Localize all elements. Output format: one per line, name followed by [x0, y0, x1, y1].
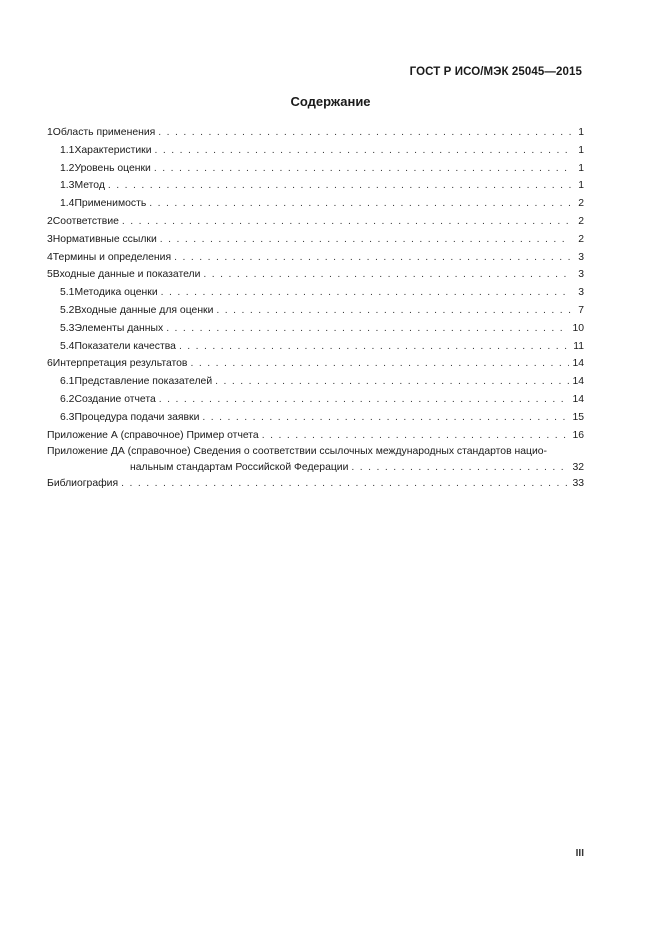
toc-page: 14: [572, 376, 584, 388]
toc-number: 1.4: [60, 198, 75, 210]
toc-entry[interactable]: [47, 213, 584, 231]
toc-page: 1: [578, 144, 584, 156]
leader-dots: [262, 427, 570, 445]
toc-entry[interactable]: [47, 409, 584, 427]
toc-number: 4: [47, 251, 53, 263]
toc-page: 14: [572, 393, 584, 405]
toc-label: Входные данные для оценки: [74, 304, 214, 316]
leader-dots: [155, 142, 572, 160]
toc-label: Характеристики: [74, 144, 152, 156]
toc-number: 6.3: [60, 411, 75, 423]
toc-page: 10: [572, 322, 584, 334]
leader-dots: [108, 177, 571, 195]
toc-label: Процедура подачи заявки: [74, 411, 200, 423]
toc-entry[interactable]: [47, 355, 584, 373]
toc-label: Методика оценки: [74, 287, 158, 299]
leader-dots: [161, 284, 571, 302]
toc-label: Создание отчета: [74, 393, 156, 405]
toc-label-line2: нальным стандартам Российской Федерации: [130, 462, 349, 474]
toc-page: 1: [578, 162, 584, 174]
toc-entry[interactable]: [47, 284, 584, 302]
toc-label: Приложение А (справочное) Пример отчета: [47, 429, 259, 441]
toc-number: 6.1: [60, 376, 75, 388]
toc-entry[interactable]: [47, 320, 584, 338]
toc-entry[interactable]: [47, 231, 584, 249]
leader-dots: [174, 249, 571, 267]
toc-entry[interactable]: [47, 373, 584, 391]
toc-label: Элементы данных: [74, 322, 164, 334]
toc-entry-bibliography[interactable]: [47, 475, 584, 493]
toc-label-line1: Приложение ДА (справочное) Сведения о соответствии ссылочных международных стандартов нацио-: [47, 446, 547, 458]
toc-page: 16: [572, 429, 584, 441]
toc-number: 1: [47, 127, 53, 138]
toc-label: Метод: [74, 180, 105, 192]
toc-number: 6: [47, 358, 53, 370]
document-header: ГОСТ Р ИСО/МЭК 25045—2015: [409, 66, 582, 78]
toc-page: 2: [578, 198, 584, 210]
table-of-contents: [47, 124, 584, 493]
toc-entry[interactable]: [47, 266, 584, 284]
toc-page: 33: [572, 478, 584, 490]
toc-number: 6.2: [60, 393, 75, 405]
toc-page: 3: [578, 287, 584, 299]
toc-number: 5.4: [60, 340, 75, 352]
toc-page: 1: [578, 180, 584, 192]
toc-number: 5.3: [60, 322, 75, 334]
toc-entry[interactable]: [47, 160, 584, 178]
toc-label: Уровень оценки: [74, 162, 151, 174]
leader-dots: [154, 160, 571, 178]
toc-label: Соответствие: [52, 215, 119, 227]
toc-number: 3: [47, 233, 53, 245]
toc-label: Область применения: [52, 127, 156, 138]
leader-dots: [203, 266, 571, 284]
toc-number: 1.1: [60, 144, 75, 156]
leader-dots: [159, 391, 570, 409]
leader-dots: [216, 302, 571, 320]
toc-entry[interactable]: [47, 249, 584, 267]
leader-dots: [202, 409, 569, 427]
leader-dots: [190, 355, 569, 373]
leader-dots: [160, 231, 571, 249]
leader-dots: [351, 460, 569, 475]
page-title: Содержание: [290, 94, 371, 109]
leader-dots: [122, 213, 571, 231]
toc-page: 11: [573, 340, 584, 352]
toc-number: 5: [47, 269, 53, 281]
toc-page: 1: [578, 127, 584, 138]
page-number: III: [575, 848, 584, 859]
toc-label: Интерпретация результатов: [52, 358, 188, 370]
toc-label: Показатели качества: [74, 340, 176, 352]
leader-dots: [149, 195, 571, 213]
toc-entry[interactable]: [47, 124, 584, 142]
toc-entry-appendix-a[interactable]: [47, 427, 584, 445]
toc-page: 2: [578, 215, 584, 227]
toc-entry[interactable]: [47, 338, 584, 356]
toc-label: Нормативные ссылки: [52, 233, 157, 245]
toc-entry[interactable]: [47, 195, 584, 213]
leader-dots: [166, 320, 569, 338]
toc-label: Входные данные и показатели: [52, 269, 201, 281]
toc-entry-appendix-da[interactable]: [47, 444, 584, 475]
toc-page: 3: [578, 269, 584, 281]
toc-page: 7: [578, 304, 584, 316]
leader-dots: [158, 124, 571, 142]
leader-dots: [121, 475, 569, 493]
toc-page: 14: [572, 358, 584, 370]
toc-page: 15: [572, 411, 584, 423]
leader-dots: [179, 338, 570, 356]
toc-page: 3: [578, 251, 584, 263]
toc-number: 1.3: [60, 180, 75, 192]
leader-dots: [215, 373, 569, 391]
toc-page: 32: [572, 462, 584, 474]
toc-entry[interactable]: [47, 142, 584, 160]
toc-number: 1.2: [60, 162, 75, 174]
toc-page: 2: [578, 233, 584, 245]
toc-entry[interactable]: [47, 391, 584, 409]
toc-number: 2: [47, 215, 53, 227]
toc-number: 5.2: [60, 304, 75, 316]
toc-label: Представление показателей: [74, 376, 213, 388]
toc-label: Применимость: [74, 198, 147, 210]
toc-entry[interactable]: [47, 177, 584, 195]
toc-number: 5.1: [60, 287, 75, 299]
toc-label: Библиография: [47, 478, 119, 490]
toc-label: Термины и определения: [52, 251, 172, 263]
toc-label-line2-row: [47, 460, 584, 475]
toc-entry[interactable]: [47, 302, 584, 320]
